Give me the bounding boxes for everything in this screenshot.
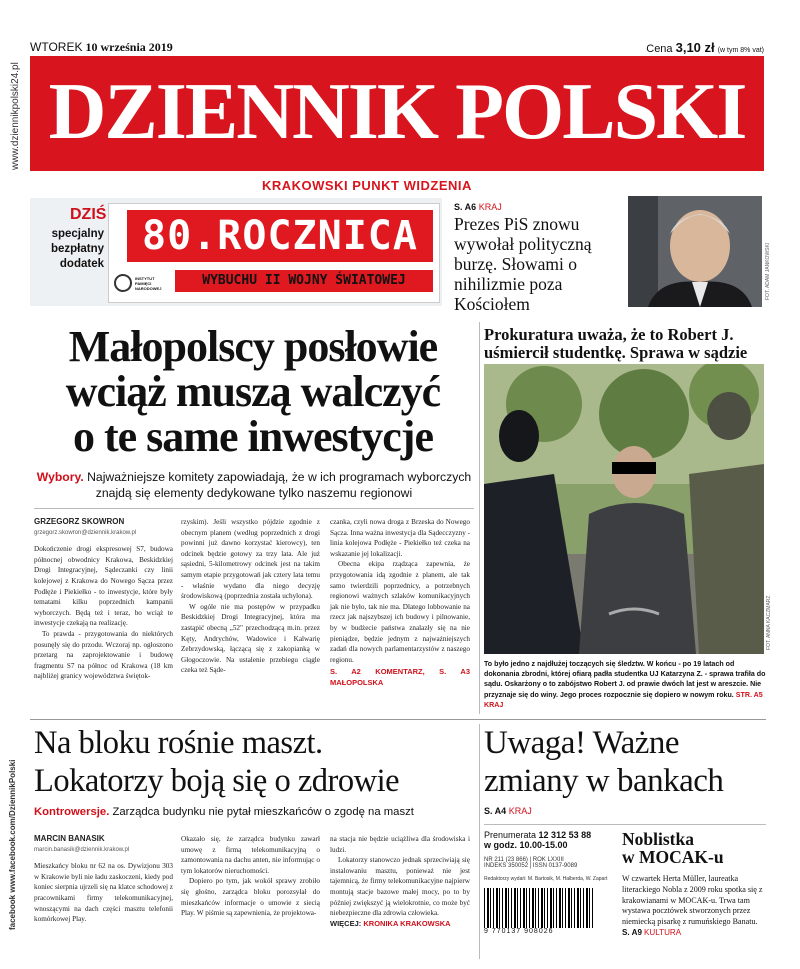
teaser-ref-page: S. A6 [454,202,477,212]
second-col1 [34,834,173,925]
photo-story-ref[interactable]: STR. A5 KRAJ [484,690,763,709]
second-col3 [330,834,470,929]
main-divider [34,508,474,509]
side-url[interactable]: www.dziennikpolski24.pl [10,62,21,170]
main-col2-p2: W ogóle nie ma postępów w przypadku Beskidzkiej Drogi Integracyjnej, która ma zastąpić obecną „52" przechodzącą m.in. przez Kęty, Andrychów, Wadowice i Kalwarię Zebrzydowską, łączącą się z zakopianką w Głogoczowie. Na ustalenie przebiegu ciągle czeka też Sąde- [181,602,320,675]
second-col2-p2: Dopiero po tym, jak wokół sprawy zrobiło się głośno, zarządca bloku porozsyłał do mieszkańców informacje o umowie z siecią Play. W piśmie są zapewnienia, że projektowa- [181,877,320,918]
second-headline[interactable] [34,724,474,800]
teaser-photo[interactable] [628,196,762,307]
masthead [30,56,764,171]
portrait-illustration [628,196,762,307]
issue-date [30,40,173,55]
promo-banner [108,203,440,303]
vat-note: (w tym 8% vat) [717,47,764,54]
promo-line1: specjalny [51,228,104,240]
photo-story-headline[interactable]: Prokuratura uważa, że to Robert J. uśmiercił studentkę. Sprawa w sądzie [484,325,748,362]
second-refs[interactable] [330,919,470,930]
main-headline[interactable] [34,324,472,459]
date: 10 września 2019 [85,40,173,54]
photo-story-image[interactable] [484,364,764,654]
promo-line3: dodatek [59,258,104,270]
nobel-headline-line2: w MOCAK-u [622,847,724,867]
main-refs[interactable]: S. A2 KOMENTARZ, S. A3 MAŁOPOLSKA [330,667,470,687]
third-ref-page: S. A4 [484,806,507,816]
main-col2-p1: rzyskim). Jeśli wszystko pójdzie zgodnie z obecnym planem (według poprzednich z drogi powinni już dawno korzystać kierowcy), ten odcinek będzie gotowy za trzy lata. Ale już sąsiedni, 5-kilometrowy odcinek jest na takim samym etapie przygotowań jak cztery lata temu - właśnie wydano dla niego decyzję środowiskową (poprzednia została uchylona). [181,518,320,601]
subscription-hours: w godz. 10.00-15.00 [484,840,568,850]
barcode-number: 9 770137 908026 [484,928,554,935]
masthead-title: DZIENNIK POLSKI [48,68,746,156]
second-refs-label: WIĘCEJ: [330,918,362,928]
third-divider [484,824,766,825]
third-ref[interactable] [484,806,532,816]
price [646,40,764,55]
main-col3-p1: czanka, czyli nowa droga z Brzeska do Nowego Sącza. Inna ważna inwestycja dla Sądecczyzny - linia kolejowa Podłęże - Piekiełko też czeka na wskazanie jej lokalizacji. [330,518,470,558]
third-headline-line2: zmiany w bankach [484,763,724,799]
main-headline-line2: wciąż muszą walczyć [65,367,441,416]
photo-story-caption [484,659,766,710]
price-label: Cena [646,43,673,55]
teaser-photo-credit: FOT. ADAM JANKOWSKI [765,242,771,300]
price-value: 3,10 zł [675,40,715,55]
second-col3-p2: Lokatorzy stanowczo jednak sprzeciwiają się instalowaniu masztu, ponieważ nie jest tajemnicą, że firmy telekomunikacyjne najpierw montują stacje bazowe małej mocy, po to by później zwiększyć ją wielokrotnie, co może być niebezpieczne dla zdrowia człowieka. [330,856,470,918]
second-lead [34,806,474,818]
main-headline-line3: o te same inwestycje [73,412,433,461]
photo-story-caption-text: To było jedno z najdłużej toczących się śledztw. W końcu - po 19 latach od dokonania zbrodni, której ofiarą padła studentka UJ Katarzyna Z. - sprawa trafiła do sądu. Oskarżony o to zabójstwo Robert J. od prawie dwóch lat jest w areszcie. Nie przyznaje się do winy. Jego proces rozpocznie się dopiero w nowym roku. [484,660,766,699]
second-headline-line2: Lokatorzy boją się o zdrowie [34,763,400,799]
nobel-ref-page: S. A9 [622,927,642,937]
arrest-photo-illustration [484,364,764,654]
subscription-phone: 12 312 53 88 [538,830,592,840]
nobel-box[interactable] [622,830,766,939]
second-lead-text: Zarządca budynku nie pytał mieszkańców o zgodę na maszt [112,806,414,818]
second-email: marcin.banasik@dziennik.krakow.pl [34,846,130,853]
nobel-headline-line1: Noblistka [622,829,694,849]
photo-story-credit: FOT. ANNA KACZMARZ [766,595,772,650]
promo-subtitle: WYBUCHU II WOJNY ŚWIATOWEJ [175,270,433,292]
side-facebook[interactable]: facebook www.facebook.com/DziennikPolski [8,759,17,930]
third-ref-section: KRAJ [508,806,532,816]
masthead-subtitle: KRAKOWSKI PUNKT WIDZENIA [262,178,472,193]
promo-box[interactable] [30,198,442,306]
teaser-ref-section: KRAJ [478,202,502,212]
promo-dzis: DZIŚ [70,206,107,223]
second-author: MARCIN BANASIK [34,834,105,843]
main-col1 [34,517,173,682]
nobel-body [622,874,766,939]
main-headline-line1: Małopolscy posłowie [68,322,438,371]
second-col1-p1: Mieszkańcy bloku nr 62 na os. Dywizjonu 303 w Krakowie byli nie ładu zaskoczeni, kiedy pod koniec sierpnia ujrzeli się na klatce schodowej z pracownikami firmy telekomunikacyjnej, wnoszącymi na dach części masztu telefonii komórkowej Play. [34,862,173,924]
info-box [484,830,616,935]
issue-index: INDEKS 350052 | ISSN 0137-9089 [484,863,578,869]
issue-number: NR 211 (23 866) | ROK LXXIII [484,857,564,863]
subscription-label: Prenumerata [484,830,537,840]
second-refs-section: KRONIKA KRAKOWSKA [363,918,451,928]
main-col3 [330,517,470,689]
main-author: GRZEGORZ SKOWRON [34,517,125,526]
ipn-logo [114,274,132,292]
ipn-text: INSTYTUT PAMIĘCI NARODOWEJ [135,276,162,291]
weekday: WTOREK [30,40,83,54]
main-lead-text: Najważniejsze komitety zapowiadają, że w ich programach wyborczych znajdą się elementy dedykowane tylko naszemu regionowi [87,470,472,500]
nobel-headline [622,830,766,866]
main-kicker: Wybory. [36,470,84,484]
main-col3-p2: Obecna ekipa rządząca zapewnia, że przygotowania idą zgodnie z planem, ale tak samo twierdzili poprzednicy, a potrzebnych regionowi ważnych szlaków komunikacyjnych jak nie było, tak nie ma. Dlatego lobbowanie na rzecz jak najszybszej ich budowy i pilnowanie, by w budżecie państwa znalazły się na nie pieniądze, będzie jednym z najważniejszych zadań dla nowych parlamentarzystów z naszego regionu. [330,560,470,664]
editors: Redaktorzy wydań: M. Bartosik, M. Halberda, W. Zapart [484,876,608,882]
main-col1-p1: Dokończenie drogi ekspresowej S7, budowa północnej obwodnicy Krakowa, Beskidzkiej Drogi Integracyjnej, Sądeczanki czy linii kolejowej z Krakowa do Nowego Sącza przez Podłęże i Piekiełko - to inwestycje, które były tematami kilku poprzednich kampanii wyborczych. Będą też i teraz, bo wciąż te inwestycje czekają na realizację. [34,545,173,628]
second-headline-line1: Na bloku rośnie maszt. [34,725,323,761]
second-col2-p1: Okazało się, że zarządca budynku zawarł umowę z firmą telekomunikacyjną o zamontowania na dachu anten, nie informując o tym lokatorów nieruchomości. [181,835,320,875]
section-divider [30,719,766,720]
main-email: grzegorz.skowron@dziennik.krakow.pl [34,529,137,536]
second-kicker: Kontrowersje. [34,806,110,818]
main-lead [34,469,474,501]
teaser-ref[interactable] [454,202,502,212]
column-divider [479,322,480,714]
second-col2 [181,834,320,919]
nobel-ref-section: KULTURA [643,927,682,937]
teaser-headline[interactable]: Prezes PiS znowu wywołał polityczną burzę. Słowami o nihilizmie poza Kościołem [454,214,592,314]
main-col2 [181,517,320,676]
promo-line2: bezpłatny [50,243,104,255]
subscription[interactable] [484,830,616,840]
third-headline-line1: Uwaga! Ważne [484,725,680,761]
barcode [484,888,594,928]
nobel-body-text: W czwartek Herta Müller, laureatka literackiego Nobla z 2009 roku spotka się z krakowianami w MOCAK-u. Trwa tam wystawa pocztówek stworzonych przez niemiecką pisarkę z rumuńskiego Banatu. [622,874,763,927]
promo-big-title: 80.ROCZNICA [127,210,433,262]
third-headline[interactable] [484,724,766,800]
second-col3-p1: na stacja nie będzie uciążliwa dla środowiska i ludzi. [330,835,470,854]
lower-column-divider [479,724,480,959]
main-col1-p2: To prawda - przygotowania do niektórych posunęły się do przodu. Wczoraj np. ogłoszono przetarg na zaprojektowanie i budowę fragmentu S7 na północ od Krakowa (18 km najbliżej granicy województwa świętok- [34,629,173,681]
